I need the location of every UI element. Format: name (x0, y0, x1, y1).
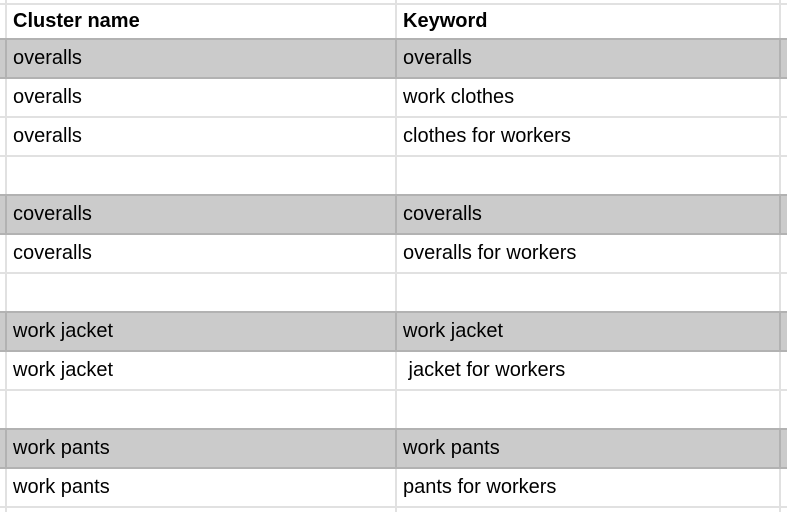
sliver-cell (779, 313, 787, 350)
cell-keyword[interactable]: overalls (395, 40, 779, 77)
cell-cluster[interactable]: work jacket (5, 352, 395, 389)
cell-keyword[interactable]: work pants (395, 430, 779, 467)
sliver-cell (395, 0, 779, 3)
cell-keyword[interactable]: pants for workers (395, 469, 779, 506)
cell-cluster[interactable]: work jacket (5, 313, 395, 350)
cell-keyword[interactable]: overalls for workers (395, 235, 779, 272)
sliver-cell (779, 352, 787, 389)
cell-keyword[interactable]: work jacket (395, 313, 779, 350)
cell-cluster[interactable] (5, 274, 395, 311)
cell-keyword[interactable]: coveralls (395, 196, 779, 233)
cell-keyword[interactable]: clothes for workers (395, 118, 779, 155)
sliver-cell (5, 0, 395, 3)
cell-keyword[interactable]: work clothes (395, 79, 779, 116)
cell-keyword[interactable] (395, 274, 779, 311)
cell-keyword[interactable] (395, 157, 779, 194)
table-row (0, 79, 787, 118)
table-row (0, 313, 787, 352)
bottom-row-sliver (0, 508, 787, 512)
column-header-keyword[interactable]: Keyword (395, 5, 779, 38)
cell-cluster[interactable]: overalls (5, 79, 395, 116)
table-row-empty (0, 274, 787, 313)
sliver-cell (779, 118, 787, 155)
cell-cluster[interactable] (5, 157, 395, 194)
table-row (0, 352, 787, 391)
sliver-cell (779, 79, 787, 116)
sliver-cell (779, 274, 787, 311)
sliver-cell (779, 469, 787, 506)
sliver-cell (5, 508, 395, 512)
table-row (0, 40, 787, 79)
cell-keyword[interactable]: jacket for workers (395, 352, 779, 389)
cell-cluster[interactable]: overalls (5, 40, 395, 77)
sliver-cell (779, 508, 787, 512)
table-row-empty (0, 391, 787, 430)
sliver-cell (395, 508, 779, 512)
cell-keyword[interactable] (395, 391, 779, 428)
header-row (0, 5, 787, 40)
cell-cluster[interactable] (5, 391, 395, 428)
table-row (0, 469, 787, 508)
table-row (0, 196, 787, 235)
sliver-cell (779, 196, 787, 233)
column-header-cluster-name[interactable]: Cluster name (5, 5, 395, 38)
sliver-cell (779, 0, 787, 3)
cell-cluster[interactable]: work pants (5, 430, 395, 467)
sliver-cell (779, 5, 787, 38)
sliver-cell (779, 430, 787, 467)
cell-cluster[interactable]: work pants (5, 469, 395, 506)
table-row (0, 430, 787, 469)
table-row (0, 118, 787, 157)
table-row (0, 235, 787, 274)
table-row-empty (0, 157, 787, 196)
sliver-cell (779, 235, 787, 272)
sliver-cell (779, 40, 787, 77)
cell-cluster[interactable]: coveralls (5, 235, 395, 272)
cell-cluster[interactable]: overalls (5, 118, 395, 155)
sliver-cell (779, 157, 787, 194)
sliver-cell (779, 391, 787, 428)
cell-cluster[interactable]: coveralls (5, 196, 395, 233)
